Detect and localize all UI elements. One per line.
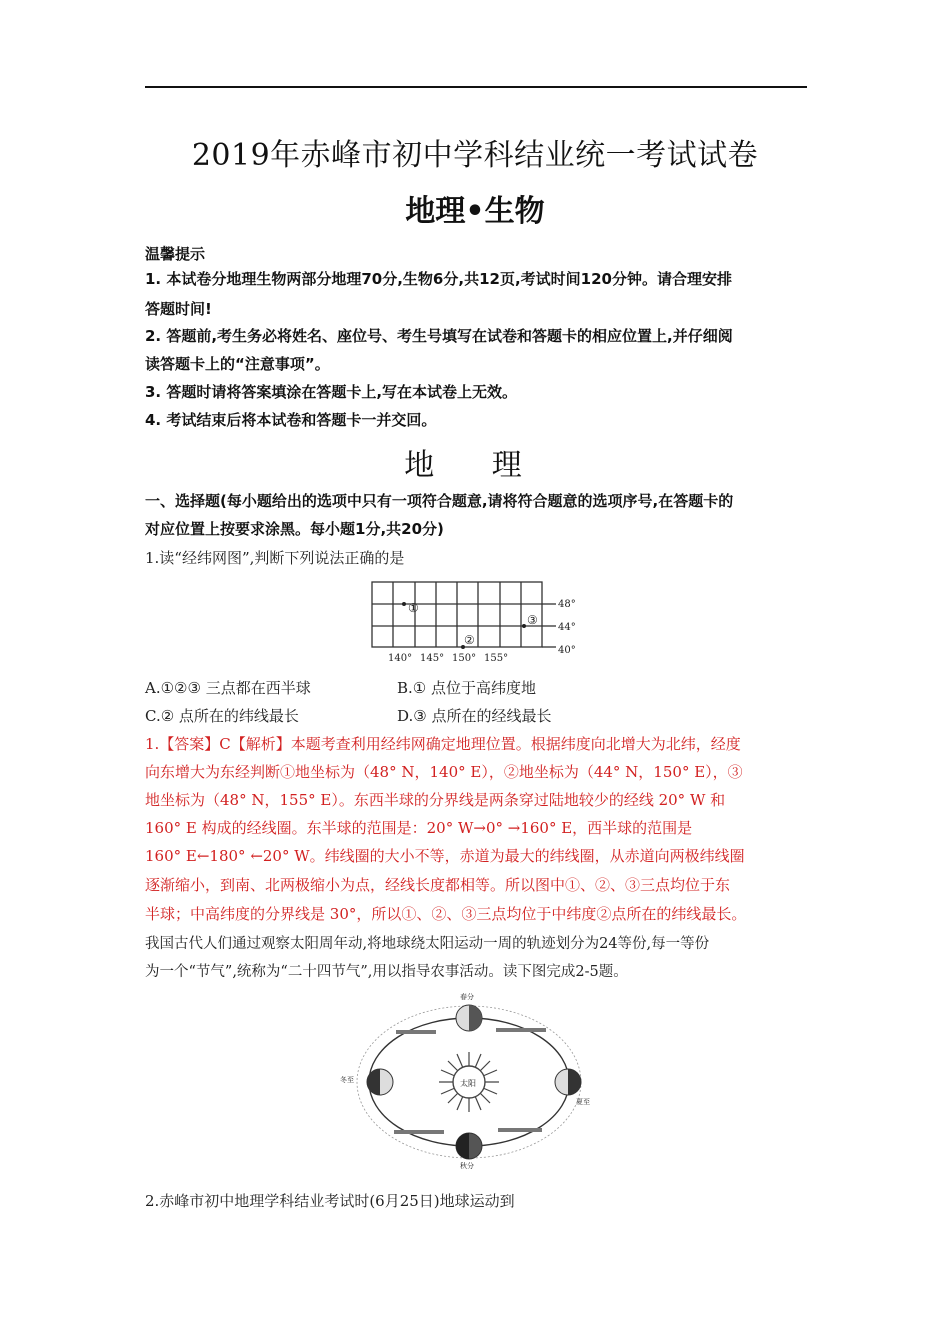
grid-point-label: ③ — [527, 613, 538, 627]
sun-icon — [439, 1052, 499, 1112]
question-2-stem: 2.赤峰市初中地理学科结业考试时(6月25日)地球运动到 — [145, 1192, 515, 1210]
section-title: 地 理 — [404, 448, 546, 483]
question-1-stem: 1.读“经纬网图”,判断下列说法正确的是 — [145, 549, 405, 567]
tips-line: 答题时间! — [145, 300, 212, 318]
tips-line: 2. 答题前,考生务必将姓名、座位号、考生号填写在试卷和答题卡的相应位置上,并仔细阅 — [145, 327, 733, 345]
option-c: C.② 点所在的纬线最长 — [145, 707, 299, 725]
longitude-label: 150° — [452, 653, 477, 664]
option-a: A.①②③ 三点都在西半球 — [145, 679, 311, 697]
answer-line: 逐渐缩小，到南、北两极缩小为点，经线长度都相等。所以图中①、②、③三点均位于东 — [145, 876, 731, 894]
answer-line: 160° E 构成的经线圈。东半球的范围是：20° W→0° →160° E，西半球的范围是 — [145, 819, 693, 837]
longitude-label: 140° — [388, 653, 413, 664]
answer-line: 地坐标为（48° N，155° E）。东西半球的分界线是两条穿过陆地较少的经线 20° W 和 — [145, 791, 726, 809]
earth-icon — [456, 1005, 482, 1031]
option-b: B.① 点位于高纬度地 — [397, 679, 537, 697]
autumn-equinox-label: 秋分 — [460, 1162, 474, 1170]
answer-line: 1.【答案】C【解析】本题考查利用经纬网确定地理位置。根据纬度向北增大为北纬，经度 — [145, 735, 741, 753]
earth-orbit-figure — [336, 990, 596, 1170]
grid-point-label: ① — [408, 601, 419, 615]
latitude-label: 44° — [558, 622, 576, 633]
answer-line: 向东增大为东经判断①地坐标为（48° N，140° E），②地坐标为（44° N，150° E），③ — [145, 763, 743, 781]
spring-equinox-label: 春分 — [460, 993, 474, 1001]
earth-icon — [367, 1069, 393, 1095]
intro-line: 为一个“节气”,统称为“二十四节气”,用以指导农事活动。读下图完成2-5题。 — [145, 964, 628, 980]
longitude-label: 155° — [484, 653, 509, 664]
grid-point-label: ② — [464, 633, 475, 647]
intro-line: 我国古代人们通过观察太阳周年动,将地球绕太阳运动一周的轨迹划分为24等份,每一等份 — [145, 936, 710, 952]
winter-solstice-label: 冬至 — [340, 1076, 354, 1084]
latitude-label: 48° — [558, 599, 576, 610]
earth-icon — [555, 1069, 581, 1095]
tips-heading: 温馨提示 — [145, 245, 206, 263]
summer-solstice-label: 夏至 — [576, 1098, 590, 1106]
exam-title: 2019年赤峰市初中学科结业统一考试试卷 — [191, 138, 759, 173]
part-instruction: 对应位置上按要求涂黑。每小题1分,共20分) — [145, 520, 444, 538]
tips-line: 读答题卡上的“注意事项”。 — [145, 355, 330, 373]
latitude-label: 40° — [558, 645, 576, 656]
option-d: D.③ 点所在的经线最长 — [397, 707, 552, 725]
tips-line: 1. 本试卷分地理生物两部分地理70分,生物6分,共12页,考试时间120分钟。请合理安排 — [145, 270, 732, 288]
header-rule — [145, 86, 807, 88]
exam-subtitle: 地理•生物 — [405, 194, 545, 229]
answer-line: 160° E←180° ←20° W。纬线圈的大小不等，赤道为最大的纬线圈，从赤道向两极纬线圈 — [145, 847, 745, 865]
answer-line: 半球；中高纬度的分界线是 30°，所以①、②、③三点均位于中纬度②点所在的纬线最长。 — [145, 905, 747, 923]
tips-line: 4. 考试结束后将本试卷和答题卡一并交回。 — [145, 411, 437, 429]
sun-label: 太阳 — [460, 1079, 476, 1088]
longitude-label: 145° — [420, 653, 445, 664]
earth-icon — [456, 1133, 482, 1159]
tips-line: 3. 答题时请将答案填涂在答题卡上,写在本试卷上无效。 — [145, 383, 518, 401]
lat-long-grid-figure — [360, 578, 590, 668]
part-instruction: 一、选择题(每小题给出的选项中只有一项符合题意,请将符合题意的选项序号,在答题卡的 — [145, 492, 734, 510]
